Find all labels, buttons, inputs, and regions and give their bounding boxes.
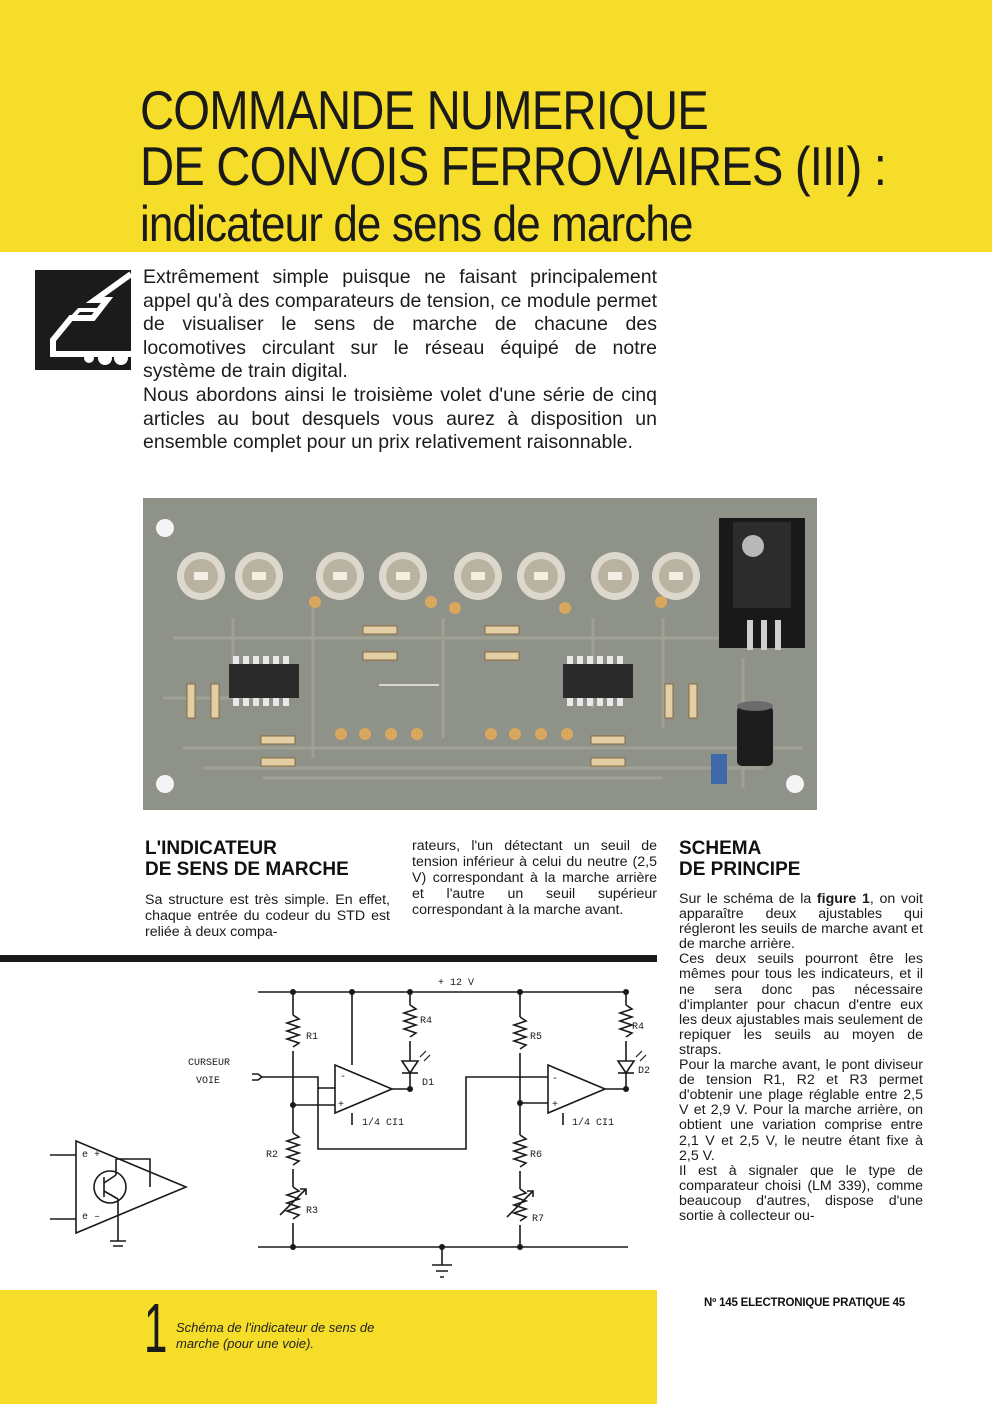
r1-label: R1 [306,1032,319,1043]
intro-paragraph-2: Nous abordons ainsi le troisième volet d'une série de cinq articles au bout desquels vous aurez à disposition un ensemble complet pour un prix relativement raisonnable. [143,383,657,454]
title-line-2: DE CONVOIS FERROVIAIRES (III) : [140,135,887,197]
inset-e-plus: e + [82,1150,101,1161]
d2-label: D2 [638,1066,651,1077]
page-footer: Nº 145 ELECTRONIQUE PRATIQUE 45 [704,1297,905,1309]
title-line-3: indicateur de sens de marche [140,196,693,252]
op-plus-1: + [338,1100,345,1111]
heading-line: DE PRINCIPE [679,859,801,880]
r4a-label: R4 [420,1016,433,1027]
text-run: Sur le schéma de la [679,891,817,907]
schematic-figure-1 [0,965,657,1283]
heading-line: L'INDICATEUR [145,838,277,859]
supply-label: + 12 V [438,978,475,989]
figure-reference: figure 1 [816,891,870,907]
intro-paragraph-1: Extrêmement simple puisque ne faisant principalement appel qu'à des comparateurs de tension, ce module permet de visualiser le sens de marche de chacune des locomotives circulant sur le réseau équipé de notre système de train digital. [143,266,657,383]
d1-label: D1 [422,1078,435,1089]
section-indicateur-continued [412,838,657,918]
r4b-label: R4 [632,1022,645,1033]
figure-number: 1 [144,1289,168,1367]
input-label-2: VOIE [196,1076,221,1087]
section-heading-schema [679,838,923,880]
section-schema [679,838,923,1224]
body-text: rateurs, l'un détectant un seuil de tension inférieur à celui du neutre (2,5 V) correspondant à la marche arrière et l'autre un seuil supérieur correspondant à la marche avant. [412,838,657,918]
section-indicateur [145,838,390,940]
ic2-label: 1/4 CI1 [572,1118,615,1129]
heading-line: SCHEMA [679,838,762,859]
article-title [140,79,980,254]
ic1-label: 1/4 CI1 [362,1118,405,1129]
pcb-photo [143,498,817,810]
schema-paragraph-3: Pour la marche avant, le pont diviseur de tension R1, R2 et R3 permet d'obtenir une plage réglable entre 2,5 V et 2,9 V. Pour la marche arrière, on obtient une variation comprise entre 2,1 V et 2,5 V, le neutre étant fixe à 2,5 V. [679,1057,923,1164]
r3-label: R3 [306,1206,319,1217]
r6-label: R6 [530,1150,543,1161]
figure-rule [0,955,657,962]
schema-paragraph-1 [679,892,923,952]
r7-label: R7 [532,1214,545,1225]
body-text: Sa structure est très simple. En effet, chaque entrée du codeur du STD est reliée à deux compa- [145,892,390,940]
text-run: , on voit apparaître deux ajustables qui régleront les seuils de marche avant et de marche arrière. [679,891,923,953]
op-minus-1: - [340,1072,347,1083]
op-plus-2: + [552,1100,559,1111]
train-logo-icon [35,270,131,370]
heading-line: DE SENS DE MARCHE [145,859,349,880]
regulator-heatsink [719,518,805,650]
figure-caption: Schéma de l'indicateur de sens de marche (pour une voie). [176,1320,375,1351]
input-label-1: CURSEUR [188,1058,231,1069]
r5-label: R5 [530,1032,543,1043]
op-minus-2: - [552,1074,559,1085]
inset-e-minus: e – [82,1212,101,1223]
schema-paragraph-2: Ces deux seuils pourront être les mêmes pour tous les indicateurs, et il ne sera donc pas nécessaire d'implanter pour chacun d'entre eux les deux ajustables mais seulement de repiquer les seuils au moyen de straps. [679,951,923,1058]
schema-paragraph-4: Il est à signaler que le type de comparateur choisi (LM 339), comme beaucoup d'autres, dispose d'une sortie à collecteur ou- [679,1162,923,1224]
intro-text [143,266,657,455]
r2-label: R2 [266,1150,279,1161]
title-line-1: COMMANDE NUMERIQUE [140,79,708,141]
section-heading-indicateur [145,838,390,880]
